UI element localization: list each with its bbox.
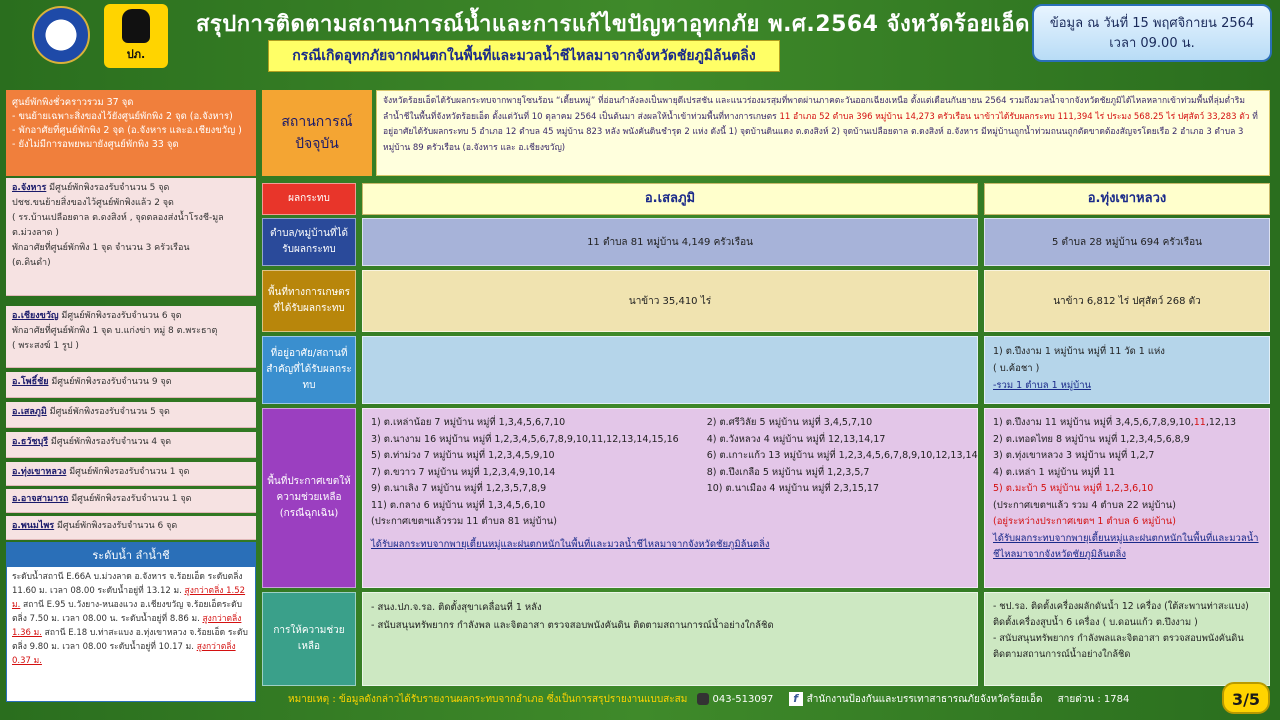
cell-agriculture-selaphum: นาข้าว 35,410 ไร่ [362, 270, 978, 332]
district-text: มีศูนย์พักพิงรองรับจำนวน 6 จุด [58, 311, 182, 321]
emergency-note: ได้รับผลกระทบจากพายุเตี้ยนหมู่และฝนตกหนักในพื้นที่และมวลน้ำชีไหลมาจากจังหวัดชัยภูมิล้นตลิ่ง [371, 538, 770, 550]
shelter-line: ศูนย์พักพิงชั่วคราวรวม 37 จุด [12, 97, 134, 108]
situation-label-line: ปัจจุบัน [295, 136, 339, 152]
row-label-villages: ตำบล/หมู่บ้านที่ได้รับผลกระทบ [262, 218, 356, 266]
emergency-item: 2) ต.เทอดไทย 8 หมู่บ้าน หมู่ที่ 1,2,3,4,5,6,8,9 [993, 433, 1190, 445]
assistance-item: - สนง.ปภ.จ.รอ. ติดตั้งสุขาเคลื่อนที่ 1 หลัง [371, 602, 542, 613]
assistance-item: - สนับสนุนทรัพยากร กำลังพลและจิตอาสา ตรวจสอบพนังคันดิน ติดตามสถานการณ์น้ำอย่างใกล้ชิด [993, 633, 1244, 660]
situation-highlight: 11 อำเภอ 52 ตำบล 396 หมู่บ้าน 14,273 ครัวเรือน นาข้าวได้รับผลกระทบ 111,394 ไร่ ประมง 568.25 ไร่ ปศุสัตว์ 33,283 ตัว [779, 111, 1250, 122]
emergency-item: 6) ต.เกาะแก้ว 13 หมู่บ้าน หมู่ที่ 1,2,3,4,5,6,7,8,9,10,12,13,14 [706, 450, 978, 461]
emergency-item-highlight: 11 [1193, 417, 1206, 428]
water-level-box [6, 542, 256, 702]
emergency-list-left [371, 415, 679, 531]
water-station-text: สถานี E.18 บ.ท่าสะแบง อ.ทุ่งเขาหลวง จ.ร้อยเอ็ด ระดับตลิ่ง 9.80 ม. เวลา 08.00 ระดับน้ำอยู่ที่ 10.17 ม. [12, 628, 248, 652]
water-alert: สูงกว่าตลิ่ง 1.52 ม. [12, 586, 246, 610]
footer-office: สำนักงานป้องกันและบรรเทาสาธารณภัยจังหวัดร้อยเอ็ด [806, 694, 1043, 705]
emergency-item: 2) ต.ศรีวิลัย 5 หมู่บ้าน หมู่ที่ 3,4,5,7,10 [706, 417, 873, 428]
district-detail: ปชช.ขนย้ายสิ่งของไว้ศูนย์พักพิงแล้ว 2 จุด [12, 198, 174, 208]
water-alert: สูงกว่าตลิ่ง 0.37 ม. [12, 642, 236, 666]
cell-villages-thungkhaoluang: 5 ตำบล 28 หมู่บ้าน 694 ครัวเรือน [984, 218, 1270, 266]
emergency-item: (ประกาศเขตฯแล้ว รวม 4 ตำบล 22 หมู่บ้าน) [993, 499, 1176, 511]
water-level-text [7, 567, 255, 671]
district-detail: พักอาศัยที่ศูนย์พักพิง 1 จุด บ.แก่งข่า หมู่ 8 ต.พระธาตุ [12, 326, 218, 336]
shelter-summary [6, 90, 256, 176]
emergency-item: 8) ต.ปึงเกลือ 5 หมู่บ้าน หมู่ที่ 1,2,3,5,7 [706, 466, 870, 478]
column-header-selaphum: อ.เสลภูมิ [362, 183, 978, 215]
shelter-line: - ยังไม่มีการอพยพมายังศูนย์พักพิง 33 จุด [12, 139, 179, 150]
emergency-list [363, 409, 977, 537]
district-text: มีศูนย์พักพิงรองรับจำนวน 4 จุด [48, 437, 172, 447]
residence-line: -รวม 1 ตำบล 1 หมู่บ้าน [993, 380, 1092, 391]
emergency-item: 9) ต.นาเลิง 7 หมู่บ้าน หมู่ที่ 1,2,3,5,7,8,9 [371, 483, 547, 494]
situation-label-line: สถานการณ์ [281, 114, 353, 130]
district-name[interactable]: อ.ธวัชบุรี [12, 437, 49, 447]
emergency-item: 5) ต.มะบ้า 5 หมู่บ้าน หมู่ที่ 1,2,3,6,10 [993, 483, 1154, 494]
phone-icon [697, 693, 709, 705]
time-line: เวลา 09.00 น. [1109, 36, 1195, 51]
residence-line: 1) ต.ปึงงาม 1 หมู่บ้าน หมู่ที่ 11 วัด 1 แห่ง [993, 346, 1165, 357]
emergency-note: ได้รับผลกระทบจากพายุเตี้ยนหมู่และฝนตกหนักในพื้นที่และมวลน้ำชีไหลมาจากจังหวัดชัยภูมิล้นตลิ่ง [993, 532, 1259, 560]
district-name[interactable]: อ.พนมไพร [12, 521, 55, 531]
cell-assistance-selaphum [362, 592, 978, 686]
district-name[interactable]: อ.เชียงขวัญ [12, 311, 59, 321]
district-item [6, 432, 256, 458]
district-text: มีศูนย์พักพิงรองรับจำนวน 1 จุด [66, 467, 190, 477]
page-title: สรุปการติดตามสถานการณ์น้ำและการแก้ไขปัญหาอุทกภัย พ.ศ.2564 จังหวัดร้อยเอ็ด [196, 12, 1030, 37]
cell-emergency-thungkhaoluang [984, 408, 1270, 588]
emergency-item: (ประกาศเขตฯแล้วรวม 11 ตำบล 81 หมู่บ้าน) [371, 516, 557, 527]
district-detail: (ต.ดินดำ) [12, 258, 51, 268]
district-item [6, 306, 256, 368]
district-item [6, 178, 256, 296]
emergency-item: 3) ต.ทุ่งเขาหลวง 3 หมู่บ้าน หมู่ที่ 1,2,7 [993, 450, 1155, 461]
dpm-logo [104, 4, 168, 68]
cell-residence-selaphum [362, 336, 978, 404]
district-text: มีศูนย์พักพิงรองรับจำนวน 6 จุด [54, 521, 178, 531]
water-station-text: สถานี E.95 บ.วังยาง-หนองแวง อ.เชียงขวัญ จ.ร้อยเอ็ดระดับตลิ่ง 7.50 ม. เวลา 08.00 น. ระดับน้ำอยู่ที่ 8.86 ม. [12, 600, 243, 624]
facebook-icon[interactable]: f [789, 692, 803, 706]
date-line: ข้อมูล ณ วันที่ 15 พฤศจิกายน 2564 [1049, 16, 1255, 31]
cell-emergency-selaphum [362, 408, 978, 588]
district-name[interactable]: อ.เสลภูมิ [12, 407, 47, 417]
emergency-item-text: 1) ต.ปึงงาม 11 หมู่บ้าน หมู่ที่ 3,4,5,6,7,8,9,10, [993, 417, 1194, 428]
logo-text: ปภ. [126, 48, 146, 61]
emergency-item: 1) ต.เหล่าน้อย 7 หมู่บ้าน หมู่ที่ 1,3,4,5,6,7,10 [371, 417, 566, 428]
emergency-item: 4) ต.วังหลวง 4 หมู่บ้าน หมู่ที่ 12,13,14,17 [706, 433, 886, 445]
impact-header: ผลกระทบ [262, 183, 356, 215]
district-item [6, 402, 256, 428]
district-detail: ( รร.บ้านเปลือยตาล ต.ดงสิงห์ , จุดตลองส่งน้ำโรงชี-มูล ต.ม่วงลาด ) [12, 213, 224, 238]
emergency-item [993, 415, 1261, 432]
district-name[interactable]: อ.โพธิ์ชัย [12, 377, 49, 387]
district-name[interactable]: อ.จังหาร [12, 183, 47, 193]
district-item [6, 372, 256, 398]
shelter-line: - ขนย้ายเฉพาะสิ่งของไว้ยังศูนย์พักพิง 2 จุด (อ.จังหาร) [12, 111, 233, 122]
district-name[interactable]: อ.อาจสามารถ [12, 494, 69, 504]
situation-body: จังหวัดร้อยเอ็ดได้รับผลกระทบจากพายุโซนร้อน “เตี้ยนหมู่” ที่อ่อนกำลังลงเป็นพายุดีเปรสชัน และแนวร่องมรสุมที่พาดผ่านภาคตะวันออกเฉียงเหนือ ตั้งแต่เดือนกันยายน 2564 รวมถึงมวลน้ำจากจังหวัดชัยภูมิได้ไหลหลากเข้าท่วมพื้นที่ลุ่มต่ำริมลำน้ำชีในพื้นที่จังหวัดร้อยเอ็ด ตั้งแต่วันที่ 10 ตุลาคม 2564 เป็นต้นมา ส่งผลให้น้ำเข้าท่วมพื้นที่ทางการเกษตร [383, 96, 1245, 122]
emergency-list-right [679, 415, 978, 531]
district-text: มีศูนย์พักพิงรองรับจำนวน 9 จุด [48, 377, 172, 387]
assistance-item: - สนับสนุนทรัพยากร กำลังพล และจิตอาสา ตรวจสอบพนังคันดิน ติดตามสถานการณ์น้ำอย่างใกล้ชิด [371, 620, 774, 631]
footer-hotline: สายด่วน : 1784 [1057, 694, 1130, 705]
row-label-emergency-zone: พื้นที่ประกาศเขตให้ความช่วยเหลือ (กรณีฉุกเฉิน) [262, 408, 356, 588]
footer-phone[interactable]: 043-513097 [712, 694, 774, 705]
assistance-item: - ชป.รอ. ติดตั้งเครื่องผลักดันน้ำ 12 เครื่อง (ใต้สะพานท่าสะแบง) ติดตั้งเครื่องสูบน้ำ 6 เครื่อง ( บ.ดอนแก้ว ต.ปึงงาม ) [993, 601, 1249, 628]
shelter-line: - พักอาศัยที่ศูนย์พักพิง 2 จุด (อ.จังหาร และอ.เชียงขวัญ ) [12, 125, 242, 136]
district-item [6, 462, 256, 486]
situation-label [262, 90, 372, 176]
page-number: 3/5 [1222, 682, 1270, 714]
district-text: มีศูนย์พักพิงรองรับจำนวน 5 จุด [46, 183, 170, 193]
residence-line: ( บ.ค้อชา ) [993, 363, 1040, 374]
cell-agriculture-thungkhaoluang: นาข้าว 6,812 ไร่ ปศุสัตว์ 268 ตัว [984, 270, 1270, 332]
column-header-thungkhaoluang: อ.ทุ่งเขาหลวง [984, 183, 1270, 215]
situation-text [376, 90, 1270, 176]
footer-note: หมายเหตุ : ข้อมูลดังกล่าวได้รับรายงานผลกระทบจากอำเภอ ซึ่งเป็นการสรุปรายงานแบบสะสม [288, 694, 688, 705]
cell-residence-thungkhaoluang [984, 336, 1270, 404]
emergency-item: 5) ต.ท่าม่วง 7 หมู่บ้าน หมู่ที่ 1,2,3,4,5,9,10 [371, 450, 555, 461]
situation-body: ที่อยู่อาศัยได้รับผลกระทบ 5 อำเภอ 12 ตำบล 45 หมู่บ้าน 823 หลัง พนังคันดินชำรุด 2 แห่ง ดังนี้ 1) จุดบ้านดินแดง ต.ดงสิงห์ 2) จุดบ้านเปลือยตาล ต.ดงสิงห์ อ.จังหาร มีหมู่บ้านถูกน้ำท่วมถนนถูกตัดขาดต้องสัญจรโดยเรือ 2 อำเภอ 3 ตำบล 3 หมู่บ้าน 89 ครัวเรือน (อ.จังหาร และ อ.เชียงขวัญ) [383, 111, 1258, 153]
emergency-item: 10) ต.นาเมือง 4 หมู่บ้าน หมู่ที่ 2,3,15,17 [706, 483, 879, 494]
page-subtitle: กรณีเกิดอุทกภัยจากฝนตกในพื้นที่และมวลน้ำชีไหลมาจากจังหวัดชัยภูมิล้นตลิ่ง [268, 40, 780, 72]
water-station-text: ระดับน้ำสถานี E.66A บ.ม่วงลาด อ.จังหาร จ.ร้อยเอ็ด ระดับตลิ่ง 11.60 ม. เวลา 08.00 ระดับน้ำอยู่ที่ 13.12 ม. [12, 572, 243, 596]
emergency-item: 3) ต.นางาม 16 หมู่บ้าน หมู่ที่ 1,2,3,4,5,6,7,8,9,10,11,12,13,14,15,16 [371, 433, 679, 445]
emergency-item: 7) ต.ขวาว 7 หมู่บ้าน หมู่ที่ 1,2,3,4,9,10,14 [371, 466, 556, 478]
water-alert: สูงกว่าตลิ่ง 1.36 ม. [12, 614, 242, 638]
district-detail: ( พระสงฆ์ 1 รูป ) [12, 341, 79, 351]
district-detail: พักอาศัยที่ศูนย์พักพิง 1 จุด จำนวน 3 ครัวเรือน [12, 243, 190, 253]
footer [288, 692, 1208, 707]
row-label-assistance: การให้ความช่วยเหลือ [262, 592, 356, 686]
emergency-item-text: ,12,13 [1205, 417, 1237, 428]
disaster-office-logo [32, 6, 90, 64]
emergency-item: 4) ต.เหล่า 1 หมู่บ้าน หมู่ที่ 11 [993, 466, 1116, 478]
emergency-item: 11) ต.กลาง 6 หมู่บ้าน หมู่ที่ 1,3,4,5,6,10 [371, 499, 546, 511]
district-text: มีศูนย์พักพิงรองรับจำนวน 5 จุด [46, 407, 170, 417]
cell-villages-selaphum: 11 ตำบล 81 หมู่บ้าน 4,149 ครัวเรือน [362, 218, 978, 266]
water-level-title: ระดับน้ำ ลำน้ำชี [7, 543, 255, 567]
district-item [6, 516, 256, 540]
emergency-item: (อยู่ระหว่างประกาศเขตฯ 1 ตำบล 6 หมู่บ้าน) [993, 516, 1176, 527]
district-text: มีศูนย์พักพิงรองรับจำนวน 1 จุด [68, 494, 192, 504]
district-item [6, 489, 256, 513]
district-name[interactable]: อ.ทุ่งเขาหลวง [12, 467, 67, 477]
row-label-residence: ที่อยู่อาศัย/สถานที่สำคัญที่ได้รับผลกระทบ [262, 336, 356, 404]
date-box [1032, 4, 1272, 62]
hand-icon [122, 9, 150, 43]
row-label-agriculture: พื้นที่ทางการเกษตรที่ได้รับผลกระทบ [262, 270, 356, 332]
cell-assistance-thungkhaoluang [984, 592, 1270, 686]
